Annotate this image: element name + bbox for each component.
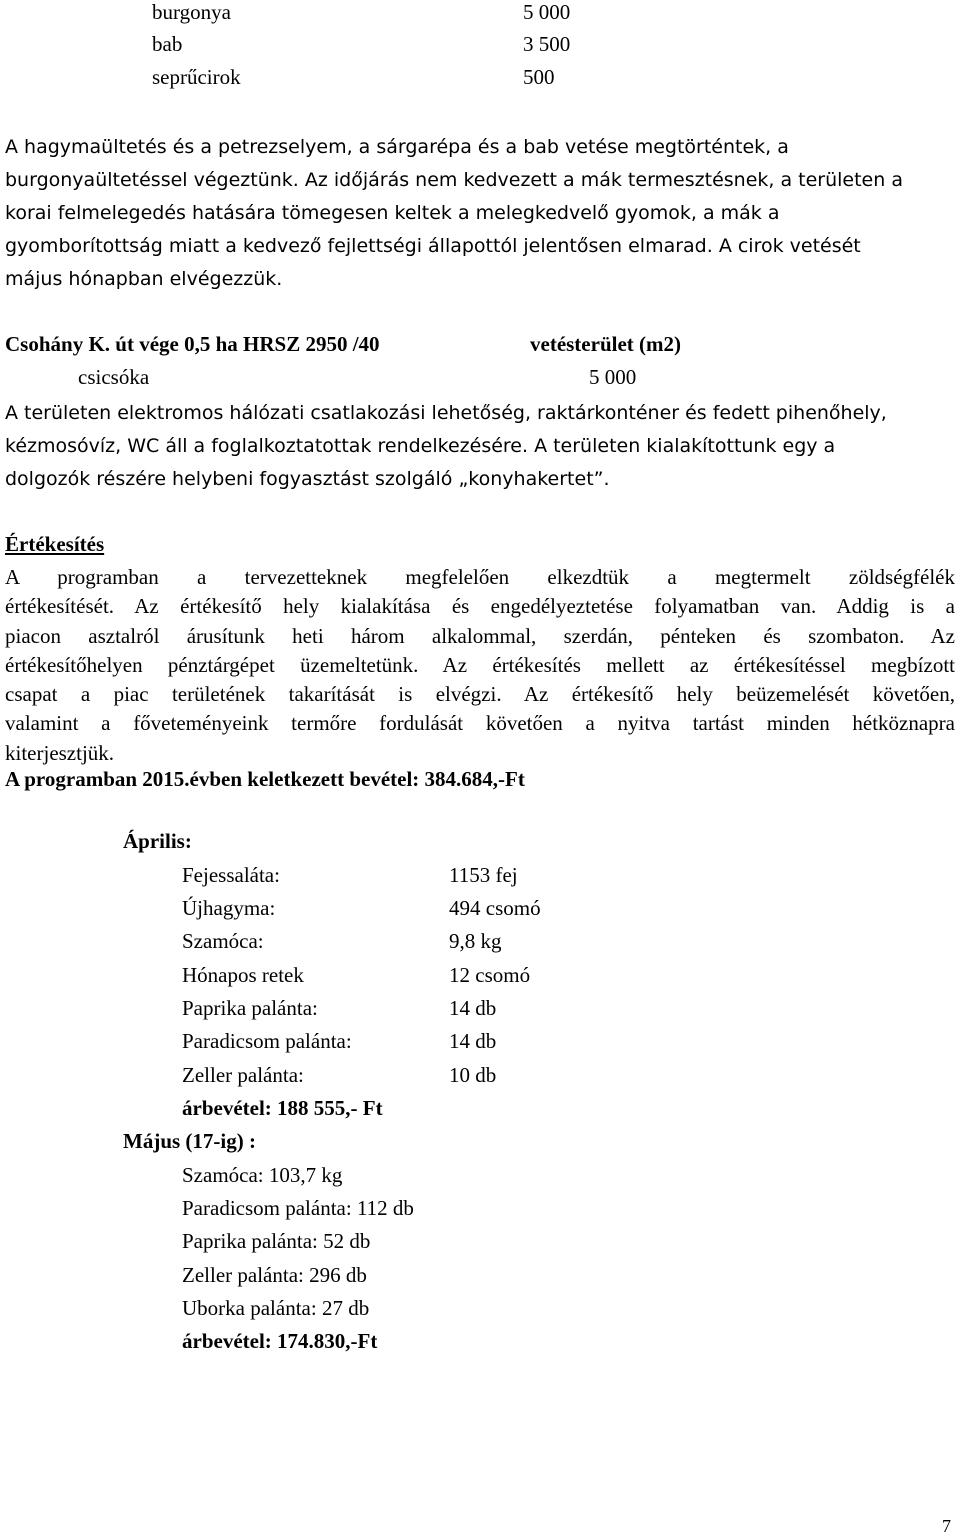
paragraph-facilities (5, 397, 955, 496)
text-line: kézmosóvíz, WC áll a foglalkoztatottak rendelkezésére. A területen kialakítottunk egy a (5, 435, 836, 457)
item-value: 14 db (449, 1029, 497, 1053)
page-number: 7 (942, 1516, 951, 1536)
item-line: Zeller palánta: 296 db (182, 1263, 367, 1287)
item-value: 494 csomó (449, 896, 541, 920)
text-line: kiterjesztjük. (5, 740, 115, 765)
text-line: valamint a főveteményeink termőre fordulását követően a nyitva tartást minden hétköznapra (5, 711, 955, 736)
text-line: korai felmelegedés hatására tömegesen keltek a melegkedvelő gyomok, a mák a (5, 202, 780, 224)
item-line: Paprika palánta: 52 db (182, 1229, 371, 1253)
text-line: piacon asztalról árusítunk heti három alkalommal, szerdán, pénteken és szombaton. Az (5, 623, 955, 648)
item-value: 10 db (449, 1063, 497, 1087)
month-total: árbevétel: 188 555,- Ft (182, 1096, 383, 1120)
text-line: A programban a tervezetteknek megfelelően elkezdtük a megtermelt zöldségfélék (5, 565, 955, 589)
text-line: május hónapban elvégezzük. (5, 268, 283, 290)
paragraph-sales (5, 563, 955, 768)
item-value: 14 db (449, 996, 497, 1020)
item-value: 12 csomó (449, 963, 531, 987)
crop-value: 5 000 (523, 0, 571, 24)
item-name: Hónapos retek (182, 963, 304, 987)
item-line: Uborka palánta: 27 db (182, 1296, 370, 1320)
text-line: burgonyaültetéssel végeztünk. Az időjárás nem kedvezett a mák termesztésnek, a területen a (5, 169, 903, 191)
crop-name: csicsóka (78, 365, 150, 389)
revenue-total: A programban 2015.évben keletkezett bevétel: 384.684,-Ft (5, 767, 525, 791)
crop-name: seprűcirok (152, 65, 241, 89)
item-name: Zeller palánta: (182, 1063, 304, 1087)
item-name: Paprika palánta: (182, 996, 318, 1020)
crop-value: 500 (523, 65, 555, 89)
crop-name: burgonya (152, 0, 231, 24)
item-line: Paradicsom palánta: 112 db (182, 1196, 414, 1220)
item-value: 1153 fej (449, 863, 518, 887)
item-value: 9,8 kg (449, 929, 502, 953)
section-heading: Értékesítés (5, 532, 105, 556)
item-name: Szamóca: (182, 929, 264, 953)
section-heading: Csohány K. út vége 0,5 ha HRSZ 2950 /40 (5, 332, 380, 356)
text-line: dolgozók részére helybeni fogyasztást szolgáló „konyhakertet”. (5, 468, 610, 490)
text-line: A területen elektromos hálózati csatlakozási lehetőség, raktárkonténer és fedett pihenőhely, (5, 402, 887, 424)
text-line: gyomborítottság miatt a kedvező fejlettségi állapottól jelentősen elmarad. A cirok vetését (5, 235, 861, 257)
item-name: Paradicsom palánta: (182, 1029, 352, 1053)
text-line: értékesítését. Az értékesítő hely kialakítása és engedélyeztetése folyamatban van. Addig is a (5, 594, 955, 619)
month-total: árbevétel: 174.830,-Ft (182, 1329, 378, 1353)
month-heading: Április: (123, 829, 192, 853)
text-line: A hagymaültetés és a petrezselyem, a sárgarépa és a bab vetése megtörténtek, a (5, 136, 789, 158)
crop-name: bab (152, 32, 183, 56)
item-name: Újhagyma: (182, 896, 276, 920)
item-line: Szamóca: 103,7 kg (182, 1163, 343, 1187)
crop-value: 5 000 (589, 365, 637, 389)
paragraph-planting (5, 131, 955, 296)
month-heading: Május (17-ig) : (123, 1129, 256, 1153)
item-name: Fejessaláta: (182, 863, 280, 887)
crop-value: 3 500 (523, 32, 571, 56)
column-label: vetésterület (m2) (530, 332, 681, 356)
text-line: értékesítőhelyen pénztárgépet üzemeltetünk. Az értékesítés mellett az értékesítéssel megbízott (5, 652, 955, 677)
text-line: csapat a piac területének takarítását is elvégzi. Az értékesítő hely beüzemelését követően, (5, 682, 955, 707)
